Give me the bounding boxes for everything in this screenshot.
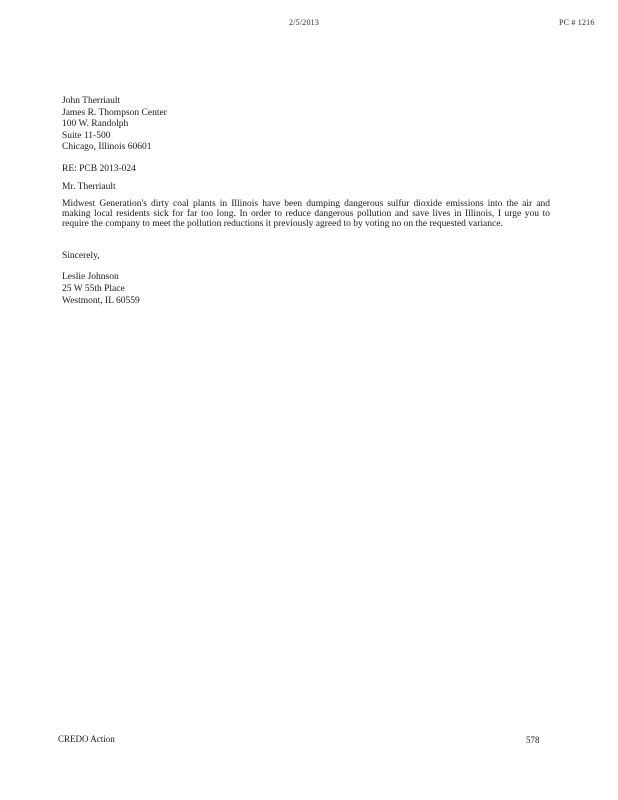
recipient-name: John Therriault <box>62 96 121 106</box>
closing: Sincerely, <box>62 251 100 261</box>
header-date: 2/5/2013 <box>289 18 320 27</box>
recipient-street: 100 W. Randolph <box>62 119 129 129</box>
recipient-building: James R. Thompson Center <box>62 107 167 118</box>
recipient-suite: Suite 11-500 <box>62 130 111 141</box>
reference-line: RE: PCB 2013-024 <box>62 164 136 174</box>
signer-street: 25 W 55th Place <box>62 284 125 294</box>
signature-block <box>62 271 140 307</box>
signer-city: Westmont, IL 60559 <box>62 296 140 306</box>
recipient-city: Chicago, Illinois 60601 <box>62 142 152 152</box>
signer-name: Leslie Johnson <box>62 272 119 282</box>
header-document-id: PC # 1216 <box>559 18 595 27</box>
letter-body: Midwest Generation's dirty coal plants in Illinois have been dumping dangerous sulfur dioxide emissions into the air and making local residents sick for far too long. In order to reduce dangerous pollution and save lives in Illinois, I urge you to require the company to meet the pollution reductions it previously agreed to by voting no on the requested variance. <box>62 199 550 229</box>
salutation: Mr. Therriault <box>62 182 116 192</box>
footer-source: CREDO Action <box>58 734 115 744</box>
page-number: 578 <box>526 735 540 745</box>
recipient-address <box>62 96 167 154</box>
